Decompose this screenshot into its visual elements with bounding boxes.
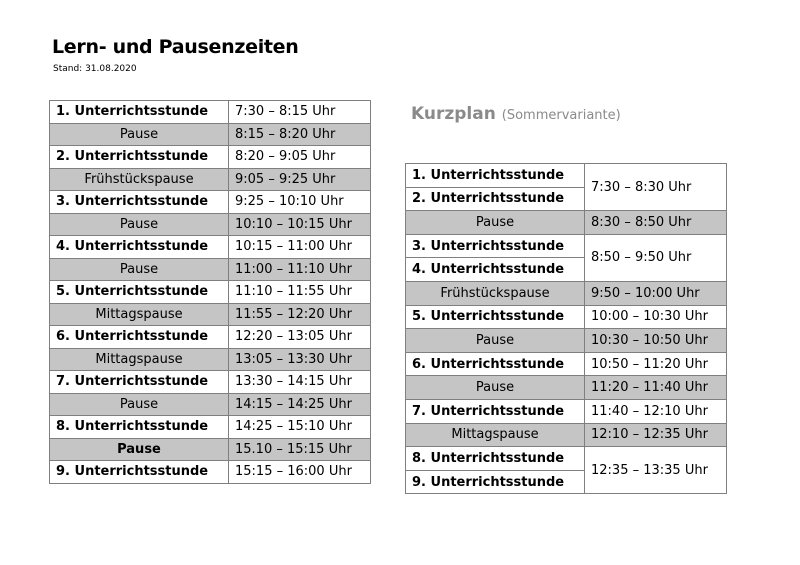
- pause-label: Frühstückspause: [406, 281, 585, 305]
- kurzplan-heading: [411, 104, 621, 124]
- schedule-row: [406, 234, 727, 258]
- time-cell: 13:30 – 14:15 Uhr: [229, 371, 371, 394]
- pause-label: Pause: [406, 329, 585, 353]
- schedule-row: [50, 123, 371, 146]
- time-cell: 14:15 – 14:25 Uhr: [229, 393, 371, 416]
- short-schedule-table: [405, 163, 727, 494]
- lesson-label: 5. Unterrichtsstunde: [50, 281, 229, 304]
- schedule-row: [50, 393, 371, 416]
- schedule-row: [50, 416, 371, 439]
- time-cell: 12:10 – 12:35 Uhr: [585, 423, 727, 447]
- time-cell: 8:50 – 9:50 Uhr: [585, 234, 727, 281]
- lesson-label: 8. Unterrichtsstunde: [406, 447, 585, 471]
- lesson-label: 6. Unterrichtsstunde: [50, 326, 229, 349]
- time-cell: 10:00 – 10:30 Uhr: [585, 305, 727, 329]
- lesson-label: 4. Unterrichtsstunde: [406, 258, 585, 282]
- time-cell: 15.10 – 15:15 Uhr: [229, 438, 371, 461]
- schedule-row: [50, 326, 371, 349]
- schedule-row: [406, 305, 727, 329]
- schedule-row: [50, 236, 371, 259]
- time-cell: 8:20 – 9:05 Uhr: [229, 146, 371, 169]
- time-cell: 11:55 – 12:20 Uhr: [229, 303, 371, 326]
- lesson-label: 1. Unterrichtsstunde: [406, 164, 585, 188]
- time-cell: 7:30 – 8:30 Uhr: [585, 164, 727, 211]
- schedule-row: [50, 303, 371, 326]
- lesson-label: 6. Unterrichtsstunde: [406, 352, 585, 376]
- time-cell: 9:50 – 10:00 Uhr: [585, 281, 727, 305]
- kurzplan-title: Kurzplan: [411, 104, 496, 124]
- lesson-label: 1. Unterrichtsstunde: [50, 101, 229, 124]
- schedule-row: [406, 352, 727, 376]
- schedule-row: [406, 164, 727, 188]
- time-cell: 12:20 – 13:05 Uhr: [229, 326, 371, 349]
- schedule-row: [406, 376, 727, 400]
- lesson-label: 9. Unterrichtsstunde: [406, 470, 585, 494]
- schedule-row: [50, 438, 371, 461]
- time-cell: 11:10 – 11:55 Uhr: [229, 281, 371, 304]
- pause-label: Mittagspause: [50, 303, 229, 326]
- pause-label: Pause: [406, 211, 585, 235]
- time-cell: 7:30 – 8:15 Uhr: [229, 101, 371, 124]
- schedule-row: [406, 447, 727, 471]
- time-cell: 9:25 – 10:10 Uhr: [229, 191, 371, 214]
- lesson-label: 5. Unterrichtsstunde: [406, 305, 585, 329]
- time-cell: 10:10 – 10:15 Uhr: [229, 213, 371, 236]
- pause-label: Pause: [50, 123, 229, 146]
- lesson-label: 7. Unterrichtsstunde: [50, 371, 229, 394]
- schedule-row: [406, 211, 727, 235]
- time-cell: 11:40 – 12:10 Uhr: [585, 399, 727, 423]
- time-cell: 10:15 – 11:00 Uhr: [229, 236, 371, 259]
- time-cell: 9:05 – 9:25 Uhr: [229, 168, 371, 191]
- schedule-row: [50, 191, 371, 214]
- lesson-label: 8. Unterrichtsstunde: [50, 416, 229, 439]
- lesson-label: 9. Unterrichtsstunde: [50, 461, 229, 484]
- schedule-row: [406, 399, 727, 423]
- schedule-row: [50, 371, 371, 394]
- schedule-row: [50, 461, 371, 484]
- pause-label: Pause: [406, 376, 585, 400]
- time-cell: 10:30 – 10:50 Uhr: [585, 329, 727, 353]
- lesson-label: 3. Unterrichtsstunde: [50, 191, 229, 214]
- pause-label: Pause: [50, 258, 229, 281]
- schedule-row: [50, 168, 371, 191]
- time-cell: 14:25 – 15:10 Uhr: [229, 416, 371, 439]
- time-cell: 15:15 – 16:00 Uhr: [229, 461, 371, 484]
- schedule-row: [50, 101, 371, 124]
- page-title: Lern- und Pausenzeiten: [52, 36, 299, 58]
- schedule-row: [50, 281, 371, 304]
- time-cell: 10:50 – 11:20 Uhr: [585, 352, 727, 376]
- lesson-label: 3. Unterrichtsstunde: [406, 234, 585, 258]
- time-cell: 12:35 – 13:35 Uhr: [585, 447, 727, 494]
- pause-label: Pause: [50, 438, 229, 461]
- schedule-row: [50, 348, 371, 371]
- time-cell: 13:05 – 13:30 Uhr: [229, 348, 371, 371]
- pause-label: Pause: [50, 393, 229, 416]
- time-cell: 11:20 – 11:40 Uhr: [585, 376, 727, 400]
- stand-date: Stand: 31.08.2020: [53, 64, 137, 74]
- lesson-label: 7. Unterrichtsstunde: [406, 399, 585, 423]
- schedule-row: [406, 423, 727, 447]
- time-cell: 8:30 – 8:50 Uhr: [585, 211, 727, 235]
- lesson-label: 2. Unterrichtsstunde: [406, 187, 585, 211]
- schedule-row: [50, 146, 371, 169]
- pause-label: Mittagspause: [406, 423, 585, 447]
- time-cell: 11:00 – 11:10 Uhr: [229, 258, 371, 281]
- schedule-row: [50, 258, 371, 281]
- regular-schedule-table: [49, 100, 371, 484]
- lesson-label: 4. Unterrichtsstunde: [50, 236, 229, 259]
- time-cell: 8:15 – 8:20 Uhr: [229, 123, 371, 146]
- kurzplan-subtitle: (Sommervariante): [501, 108, 621, 123]
- schedule-row: [406, 329, 727, 353]
- pause-label: Pause: [50, 213, 229, 236]
- lesson-label: 2. Unterrichtsstunde: [50, 146, 229, 169]
- schedule-row: [406, 281, 727, 305]
- pause-label: Mittagspause: [50, 348, 229, 371]
- schedule-row: [50, 213, 371, 236]
- pause-label: Frühstückspause: [50, 168, 229, 191]
